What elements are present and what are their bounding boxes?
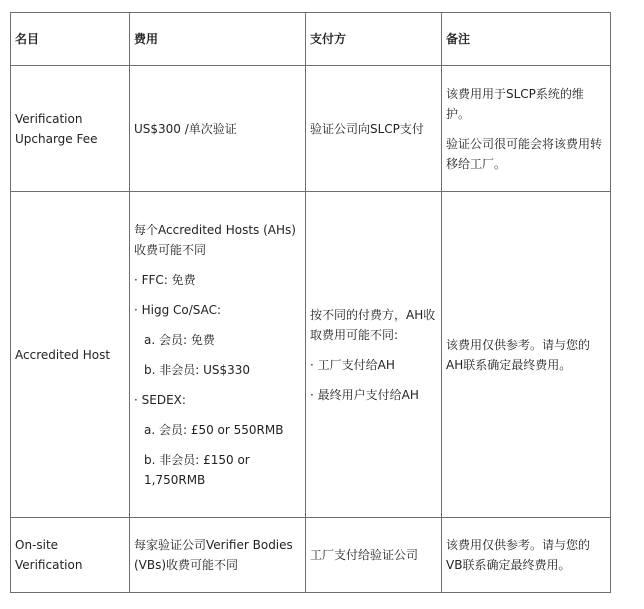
payer-intro: 按不同的付费方，AH收取费用可能不同:	[310, 307, 436, 342]
row-payer-cell	[306, 66, 442, 192]
table-row	[11, 192, 611, 518]
remark-paragraph: 该费用仅供参考。请与您的VB联系确定最终费用。	[446, 538, 591, 572]
payer-text: 验证公司向SLCP支付	[310, 121, 424, 136]
fee-higg: · Higg Co/SAC:	[134, 302, 222, 317]
row-fee-cell	[130, 192, 306, 518]
row-fee-cell	[130, 518, 306, 593]
remark-paragraph: 验证公司很可能会将该费用转移给工厂。	[446, 136, 603, 171]
payer-option-factory: · 工厂支付给AH	[310, 357, 395, 372]
fee-sedex: · SEDEX:	[134, 392, 186, 407]
table-row	[11, 518, 611, 593]
fee-intro: 每个Accredited Hosts (AHs)收费可能不同	[134, 222, 296, 257]
fee-text: 每家验证公司Verifier Bodies (VBs)收费可能不同	[134, 538, 293, 572]
payer-text: 工厂支付给验证公司	[310, 548, 419, 562]
remark-paragraph: 该费用用于SLCP系统的维护。	[446, 86, 584, 121]
row-fee-cell	[130, 66, 306, 192]
item-name: On-site Verification	[15, 538, 83, 572]
header-payer: 支付方	[306, 13, 442, 66]
fee-sedex-nonmember: b. 非会员: £150 or 1,750RMB	[144, 452, 250, 487]
row-payer-cell	[306, 518, 442, 593]
header-item: 名目	[11, 13, 130, 66]
item-name: Verification Upcharge Fee	[15, 111, 98, 146]
row-remarks-cell	[442, 66, 611, 192]
row-item-cell	[11, 66, 130, 192]
payer-option-end-user: · 最终用户支付给AH	[310, 387, 419, 402]
fee-higg-member: a. 会员: 免费	[144, 332, 215, 347]
remark-paragraph: 该费用仅供参考。请与您的AH联系确定最终费用。	[446, 337, 591, 372]
row-remarks-cell	[442, 518, 611, 593]
table-row	[11, 66, 611, 192]
row-payer-cell	[306, 192, 442, 518]
header-fee: 费用	[130, 13, 306, 66]
header-remarks: 备注	[442, 13, 611, 66]
row-remarks-cell	[442, 192, 611, 518]
fee-ffc: · FFC: 免费	[134, 272, 196, 287]
fee-text: US$300 /单次验证	[134, 121, 237, 136]
row-item-cell	[11, 518, 130, 593]
item-name: Accredited Host	[15, 347, 111, 362]
fee-sedex-member: a. 会员: £50 or 550RMB	[144, 422, 284, 437]
table-header-row	[11, 13, 611, 66]
fee-table	[10, 12, 611, 593]
row-item-cell	[11, 192, 130, 518]
fee-higg-nonmember: b. 非会员: US$330	[144, 362, 251, 377]
